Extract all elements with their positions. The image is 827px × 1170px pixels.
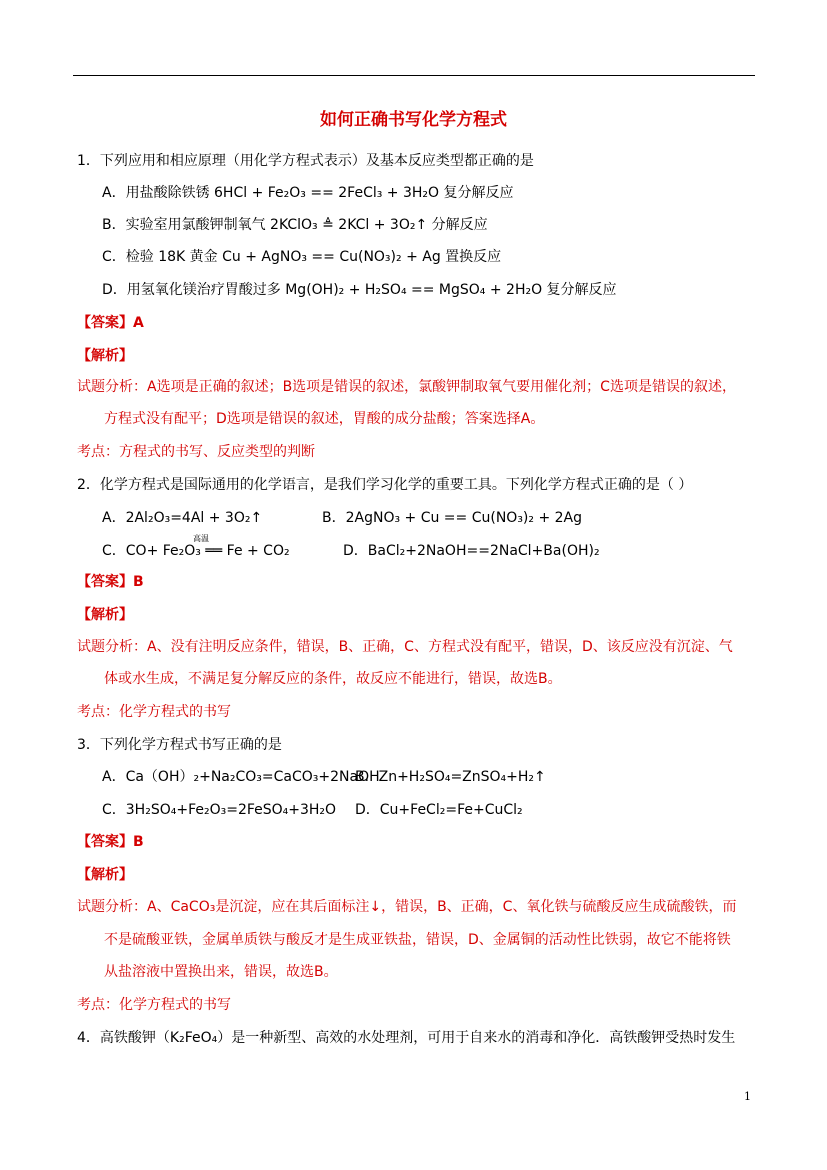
q3-option-a: A．Ca（OH）₂+Na₂CO₃=CaCO₃+2NaOH [102, 769, 380, 785]
q3-analysis-line2: 不是硫酸亚铁，金属单质铁与酸反才是生成亚铁盐，错误，D、金属铜的活动性比铁弱，故它不能将铁 [104, 932, 731, 948]
q3-point: 考点：化学方程式的书写 [77, 997, 231, 1013]
q1-option-d: D．用氢氧化镁治疗胃酸过多 Mg(OH)₂ + H₂SO₄ == MgSO₄ + 2H₂O 复分解反应 [102, 282, 617, 298]
q1-answer: 【答案】A [77, 315, 144, 331]
q3-answer: 【答案】B [77, 834, 144, 850]
q3-analysis-line3: 从盐溶液中置换出来，错误，故选B。 [104, 964, 338, 980]
q1-analysis-label: 【解析】 [77, 348, 133, 364]
header-rule [73, 75, 755, 76]
q2-answer: 【答案】B [77, 574, 144, 590]
q1-option-a: A．用盐酸除铁锈 6HCl + Fe₂O₃ == 2FeCl₃ + 3H₂O 复分解反应 [102, 185, 514, 201]
q1-stem: 1．下列应用和相应原理（用化学方程式表示）及基本反应类型都正确的是 [77, 153, 534, 169]
q2-option-c-text: C．CO+ Fe₂O₃ ══ Fe + CO₂ [102, 543, 290, 559]
q2-option-d: D．BaCl₂+2NaOH==2NaCl+Ba(OH)₂ [343, 543, 600, 559]
q4-stem: 4．高铁酸钾（K₂FeO₄）是一种新型、高效的水处理剂，可用于自来水的消毒和净化．高铁酸钾受热时发生 [77, 1030, 736, 1046]
q2-option-b: B．2AgNO₃ + Cu == Cu(NO₃)₂ + 2Ag [322, 510, 583, 526]
q3-option-c: C．3H₂SO₄+Fe₂O₃=2FeSO₄+3H₂O [102, 802, 337, 818]
q1-option-c: C．检验 18K 黄金 Cu + AgNO₃ == Cu(NO₃)₂ + Ag 置换反应 [102, 249, 502, 265]
q2-analysis-line2: 体或水生成，不满足复分解反应的条件，故反应不能进行，错误，故选B。 [104, 671, 562, 687]
q1-analysis-line2: 方程式没有配平；D选项是错误的叙述，胃酸的成分盐酸；答案选择A。 [104, 411, 545, 427]
q2-option-a: A．2Al₂O₃=4Al + 3O₂↑ [102, 510, 263, 526]
q3-option-b: B．Zn+H₂SO₄=ZnSO₄+H₂↑ [355, 769, 546, 785]
page-number: 1 [744, 1090, 751, 1103]
q1-point: 考点：方程式的书写、反应类型的判断 [77, 444, 315, 460]
q2-option-c-condition: 高温 [193, 534, 209, 543]
page-title: 如何正确书写化学方程式 [320, 110, 507, 130]
q3-option-d: D．Cu+FeCl₂=Fe+CuCl₂ [355, 802, 523, 818]
q2-point: 考点：化学方程式的书写 [77, 704, 231, 720]
q3-analysis-line1: 试题分析：A、CaCO₃是沉淀，应在其后面标注↓，错误，B、正确，C、氧化铁与硫酸反应生成硫酸铁，而 [77, 899, 737, 915]
q1-option-b: B．实验室用氯酸钾制氧气 2KClO₃ ≜ 2KCl + 3O₂↑ 分解反应 [102, 217, 488, 233]
q2-analysis-label: 【解析】 [77, 607, 133, 623]
q3-analysis-label: 【解析】 [77, 867, 133, 883]
q1-analysis-line1: 试题分析：A选项是正确的叙述；B选项是错误的叙述，氯酸钾制取氧气要用催化剂；C选项是错误的叙述， [77, 379, 736, 395]
q2-analysis-line1: 试题分析：A、没有注明反应条件，错误，B、正确，C、方程式没有配平，错误，D、该反应没有沉淀、气 [77, 639, 733, 655]
q2-stem: 2．化学方程式是国际通用的化学语言，是我们学习化学的重要工具。下列化学方程式正确的是（ ） [77, 477, 693, 493]
q3-stem: 3．下列化学方程式书写正确的是 [77, 737, 282, 753]
